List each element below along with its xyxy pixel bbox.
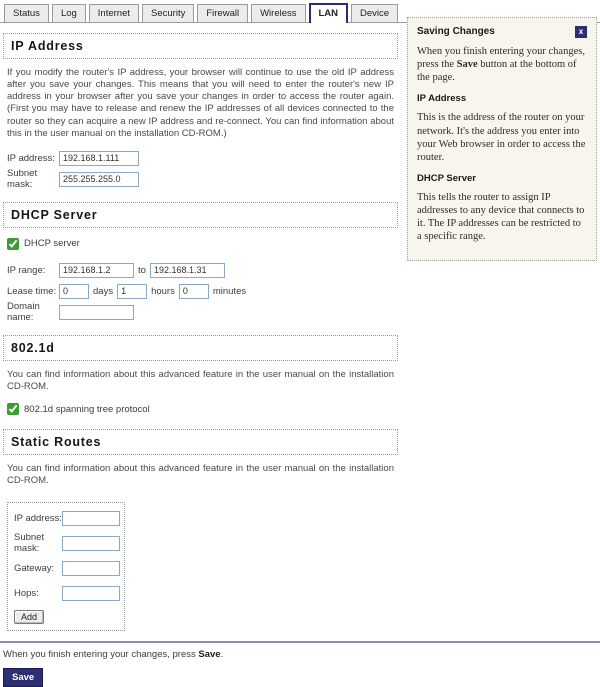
spanning-tree-checkbox[interactable]	[7, 403, 19, 415]
route-gateway-input[interactable]	[62, 561, 120, 576]
lease-hours-unit-label: hours	[151, 285, 175, 297]
section-title-ip-address: IP Address	[3, 33, 398, 59]
route-hops-input[interactable]	[62, 586, 120, 601]
tab-security[interactable]: Security	[142, 4, 194, 22]
spanning-tree-checkbox-label[interactable]: 802.1d spanning tree protocol	[24, 403, 150, 415]
tab-log[interactable]: Log	[52, 4, 86, 22]
tab-wireless[interactable]: Wireless	[251, 4, 305, 22]
footer-note: When you finish entering your changes, press Save.	[3, 648, 224, 660]
domain-name-input[interactable]	[59, 305, 134, 320]
dhcp-server-checkbox[interactable]	[7, 238, 19, 250]
lease-minutes-input[interactable]	[179, 284, 209, 299]
subnet-mask-label: Subnet mask:	[7, 168, 38, 191]
help-panel-title: Saving Changes	[417, 26, 495, 37]
help-panel	[407, 17, 597, 261]
route-ip-input[interactable]	[62, 511, 120, 526]
lease-time-label: Lease time:	[7, 285, 57, 297]
help-saving-changes-text: When you finish entering your changes, press the Save button at the bottom of the page.	[417, 46, 585, 84]
route-subnet-input[interactable]	[62, 536, 120, 551]
ip-address-input[interactable]	[59, 151, 139, 166]
add-route-button[interactable]: Add	[14, 610, 44, 624]
route-subnet-label: Subnet mask:	[14, 532, 45, 555]
section-title-static-routes: Static Routes	[3, 429, 398, 455]
route-gateway-label: Gateway:	[14, 562, 55, 574]
domain-name-label: Domain name:	[7, 301, 40, 324]
tab-firewall[interactable]: Firewall	[197, 4, 248, 22]
section-title-8021d: 802.1d	[3, 335, 398, 361]
subnet-mask-input[interactable]	[59, 172, 139, 187]
ip-range-label: IP range:	[7, 264, 46, 276]
lease-hours-input[interactable]	[117, 284, 147, 299]
ip-range-to-label: to	[138, 264, 146, 276]
ip-range-from-input[interactable]	[59, 263, 134, 278]
tab-device[interactable]: Device	[351, 4, 398, 22]
main-content	[0, 23, 398, 631]
8021d-description: You can find information about this advanced feature in the user manual on the installation CD-ROM.	[7, 368, 394, 393]
tab-status[interactable]: Status	[4, 4, 49, 22]
ip-address-description: If you modify the router's IP address, your browser will continue to use the old IP address after you save your changes. This means that you will need to enter the router's new IP address in your browser after you save your changes in order to access the router again. (First you may have to release and renew the IP addresses of all devices connected to the router so they can acquire a new IP address and re-connect. You can find information about this in the user manual on the installation CD-ROM.)	[7, 67, 394, 139]
ip-range-to-input[interactable]	[150, 263, 225, 278]
help-ip-address-text: This is the address of the router on your network. It's the address you enter into your Web browser in order to access the router.	[417, 112, 586, 163]
save-button[interactable]: Save	[3, 668, 43, 687]
help-save-word: Save	[456, 59, 478, 71]
dhcp-server-checkbox-label[interactable]: DHCP server	[24, 238, 80, 250]
close-icon[interactable]: x	[575, 26, 587, 38]
help-dhcp-heading: DHCP Server	[417, 172, 476, 184]
lease-days-unit-label: days	[93, 285, 114, 297]
static-routes-form	[7, 502, 125, 631]
tab-internet[interactable]: Internet	[89, 4, 139, 22]
tab-lan[interactable]: LAN	[309, 3, 349, 23]
route-hops-label: Hops:	[14, 587, 39, 599]
help-ip-address-heading: IP Address	[417, 93, 467, 105]
footer-note-save-word: Save	[198, 648, 221, 660]
static-routes-description: You can find information about this advanced feature in the user manual on the installation CD-ROM.	[7, 463, 394, 487]
help-dhcp-text: This tells the router to assign IP addresses to any device that connects to it. The IP addresses can be restricted to a specific range.	[417, 191, 585, 243]
section-title-dhcp: DHCP Server	[3, 202, 398, 228]
footer-divider	[0, 641, 600, 643]
ip-address-label: IP address:	[7, 152, 55, 164]
lease-days-input[interactable]	[59, 284, 89, 299]
lease-minutes-unit-label: minutes	[212, 285, 247, 297]
route-ip-label: IP address:	[14, 512, 62, 524]
